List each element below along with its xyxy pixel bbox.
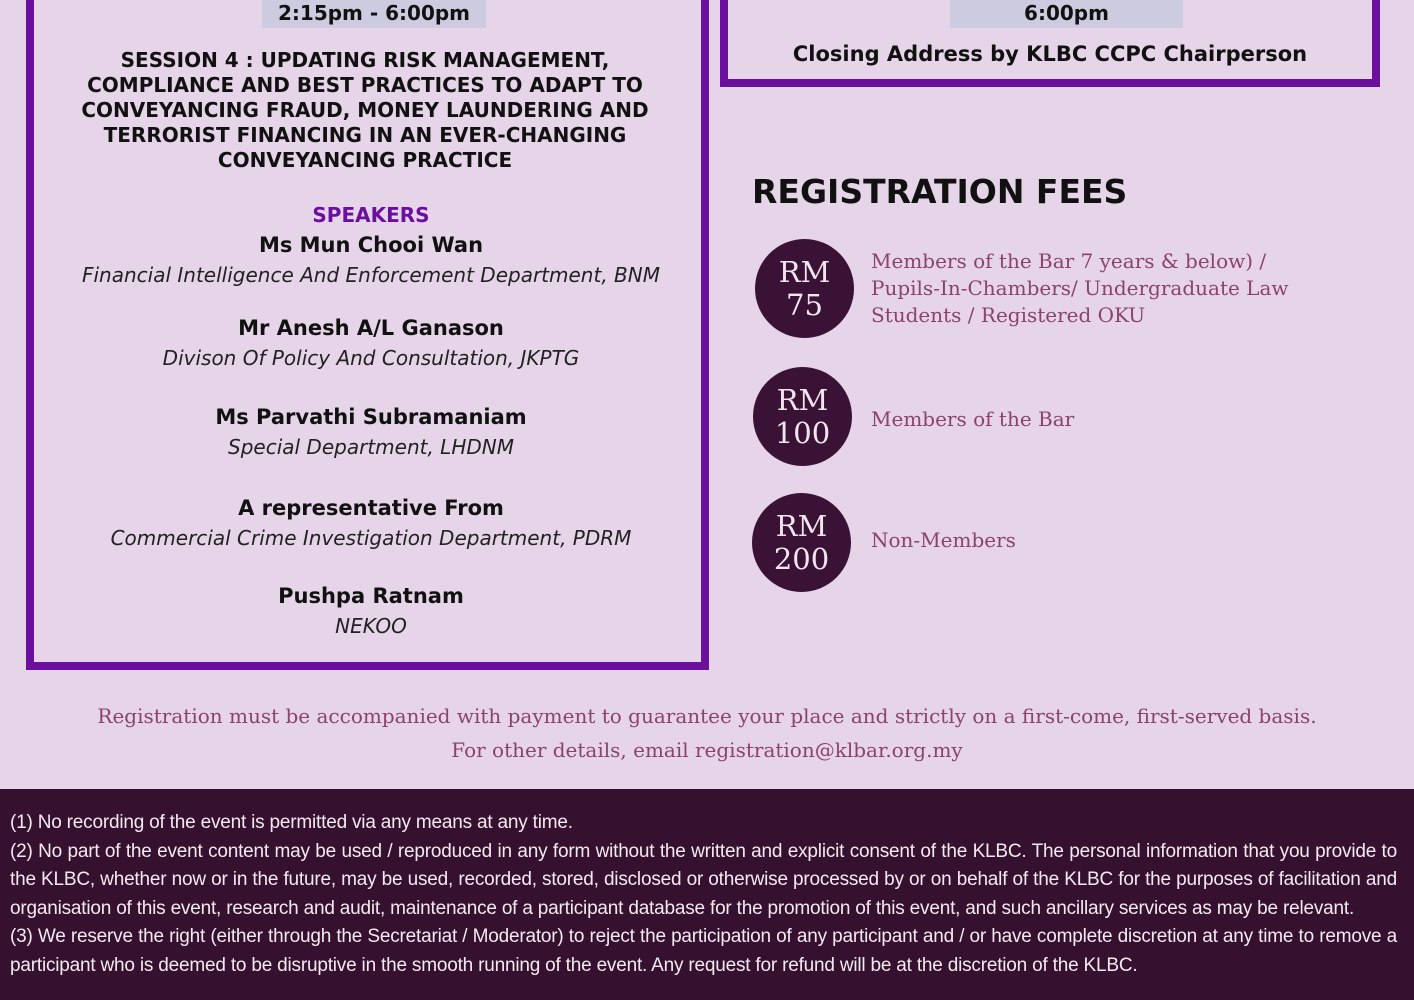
speaker-name: Ms Mun Chooi Wan (258, 233, 484, 257)
session-time-badge: 2:15pm - 6:00pm (262, 0, 486, 28)
fee-description: Members of the Bar 7 years & below) / Pupils-In-Chambers/ Undergraduate Law Students / Registered OKU (871, 249, 1289, 327)
speaker-organisation: Financial Intelligence And Enforcement Department, BNM (82, 263, 660, 287)
fee-description: Members of the Bar (871, 407, 1075, 431)
session-title: SESSION 4 : UPDATING RISK MANAGEMENT, COMPLIANCE AND BEST PRACTICES TO ADAPT TO CONVEYANCING FRAUD, MONEY LAUNDERING AND TERRORIST FINANCING IN AN EVER-CHANGING CONVEYANCING PRACTICE (81, 48, 649, 172)
closing-address: Closing Address by KLBC CCPC Chairperson (792, 42, 1308, 66)
speaker-organisation: Commercial Crime Investigation Department, PDRM (110, 526, 632, 550)
speaker-entry (26, 404, 716, 461)
closing-time-badge: 6:00pm (950, 0, 1183, 28)
speaker-entry (26, 315, 716, 372)
fee-badge-200 (752, 493, 851, 592)
speaker-organisation: Divison Of Policy And Consultation, JKPTG (162, 346, 580, 370)
fee-currency: RM (775, 508, 828, 543)
registration-fees-title: REGISTRATION FEES (752, 172, 1128, 211)
registration-notice: Registration must be accompanied with payment to guarantee your place and strictly on a first-come, first-served basis. (97, 704, 1317, 728)
term-item: (2) No part of the event content may be used / reproduced in any form without the written and explicit consent of the KLBC. The personal information that you provide to the KLBC, whether now or in the future, may be used, recorded, stored, disclosed or otherwise processed by or on behalf of the KLBC for the purposes of facilitation and organisation of this event, research and audit, maintenance of a participant database for the promotion of this event, and such ancillary services as may be relevant. (10, 840, 1397, 919)
fee-currency: RM (778, 254, 831, 289)
term-item: (3) We reserve the right (either through the Secretariat / Moderator) to reject the participation of any participant and / or have complete discretion at any time to remove a participant who is deemed to be disruptive in the smooth running of the event. Any request for refund will be at the discretion of the KLBC. (10, 926, 1397, 976)
speaker-entry (26, 583, 716, 640)
speaker-name: Pushpa Ratnam (278, 584, 464, 608)
speaker-name: Ms Parvathi Subramaniam (215, 405, 527, 429)
speaker-organisation: Special Department, LHDNM (228, 435, 514, 459)
contact-email-line: For other details, email registration@klbar.org.my (451, 738, 963, 762)
fee-amount: 75 (786, 287, 823, 322)
speaker-entry (26, 232, 716, 289)
speaker-name: Mr Anesh A/L Ganason (238, 316, 504, 340)
fee-badge-100 (753, 367, 852, 466)
speakers-heading: SPEAKERS (312, 203, 430, 227)
fee-badge-75 (755, 239, 854, 338)
speaker-name: A representative From (238, 496, 504, 520)
speaker-organisation: NEKOO (335, 614, 407, 638)
speaker-entry (26, 495, 716, 552)
fee-amount: 200 (773, 541, 830, 576)
fee-amount: 100 (774, 415, 831, 450)
terms-footer (0, 789, 1414, 1000)
term-item: (1) No recording of the event is permitted via any means at any time. (10, 812, 573, 833)
fee-description: Non-Members (871, 528, 1016, 552)
fee-currency: RM (776, 382, 829, 417)
